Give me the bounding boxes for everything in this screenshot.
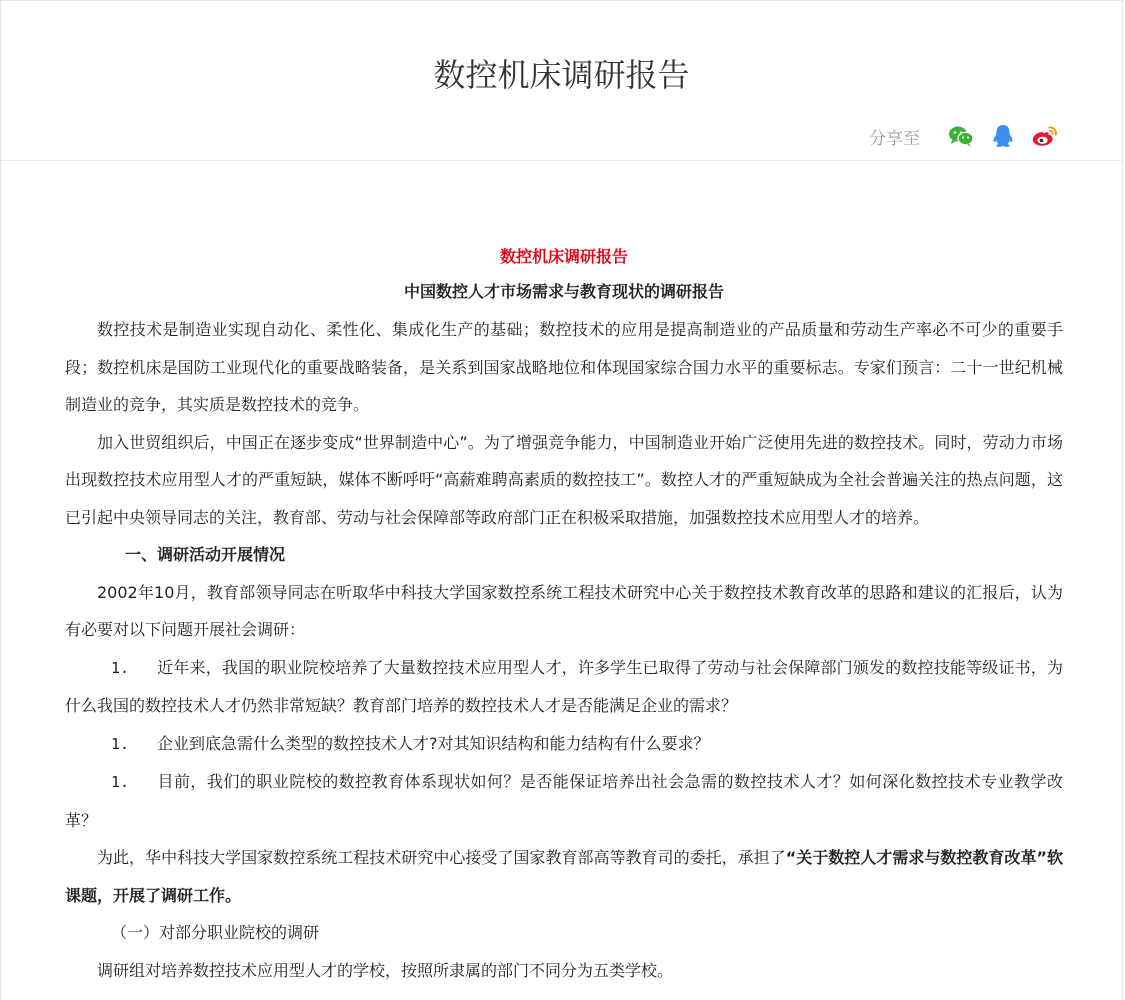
- share-weibo-button[interactable]: [1030, 121, 1060, 151]
- subsection-heading: （一）对部分职业院校的调研: [111, 923, 320, 942]
- paragraph: 调研组对培养数控技术应用型人才的学校，按照所隶属的部门不同分为五类学校。: [97, 960, 674, 980]
- list-item-text: 近年来，我国的职业院校培养了大量数控技术应用型人才，许多学生已取得了劳动与社会保障部门颁发的数控技能等级证书，为什么我国的数控技术人才仍然非常短缺？教育部门培养的数控技术人才是否能满足企业的需求？: [65, 657, 1063, 715]
- weibo-icon: [1031, 124, 1059, 148]
- share-qq-button[interactable]: [988, 121, 1018, 151]
- list-item-number: 1.: [111, 734, 130, 753]
- list-item-text: 企业到底急需什么类型的数控技术人才?对其知识结构和能力结构有什么要求？: [157, 733, 710, 753]
- page-title: 数控机床调研报告: [433, 56, 690, 94]
- paragraph: 2002年10月，教育部领导同志在听取华中科技大学国家数控系统工程技术研究中心关于数控技术教育改革的思路和建议的汇报后，认为有必要对以下问题开展社会调研：: [65, 582, 1063, 639]
- article-body: [65, 241, 1063, 989]
- list-item-text: 目前，我们的职业院校的数控教育体系现状如何？是否能保证培养出社会急需的数控技术人才？如何深化数控技术专业教学改革？: [65, 772, 1063, 830]
- list-item-number: 1.: [111, 658, 130, 677]
- list-item: [65, 649, 1063, 725]
- list-item: [65, 725, 1063, 764]
- paragraph: 数控技术是制造业实现自动化、柔性化、集成化生产的基础；数控技术的应用是提高制造业的产品质量和劳动生产率必不可少的重要手段；数控机床是国防工业现代化的重要战略装备，是关系到国家战略地位和体现国家综合国力水平的重要标志。专家们预言：二十一世纪机械制造业的竞争，其实质是数控技术的竞争。: [65, 320, 1063, 414]
- document-subtitle: 中国数控人才市场需求与教育现状的调研报告: [403, 282, 724, 301]
- qq-icon: [992, 124, 1014, 148]
- section-heading: 一、调研活动开展情况: [125, 545, 286, 564]
- document-title: 数控机床调研报告: [499, 247, 628, 266]
- share-bar: [869, 121, 1060, 151]
- wechat-icon: [948, 125, 974, 147]
- article-header: [1, 1, 1122, 161]
- paragraph-emphasis: “关于数控人才需求与数控教育改革”软课题，开展了调研工作。: [65, 848, 1063, 905]
- paragraph: 加入世贸组织后，中国正在逐步变成“世界制造中心”。为了增强竞争能力，中国制造业开始广泛使用先进的数控技术。同时，劳动力市场出现数控技术应用型人才的严重短缺，媒体不断呼吁“高薪难聘高素质的数控技工”。数控人才的严重短缺成为全社会普遍关注的热点问题，这已引起中央领导同志的关注，教育部、劳动与社会保障部等政府部门正在积极采取措施，加强数控技术应用型人才的培养。: [65, 432, 1063, 527]
- paragraph: [65, 839, 1063, 914]
- list-item: [65, 763, 1063, 839]
- paragraph-text: 为此，华中科技大学国家数控系统工程技术研究中心接受了国家教育部高等教育司的委托，承担了: [97, 848, 786, 867]
- list-item-number: 1.: [111, 773, 130, 791]
- share-label: 分享至: [869, 128, 920, 149]
- share-wechat-button[interactable]: [946, 121, 976, 151]
